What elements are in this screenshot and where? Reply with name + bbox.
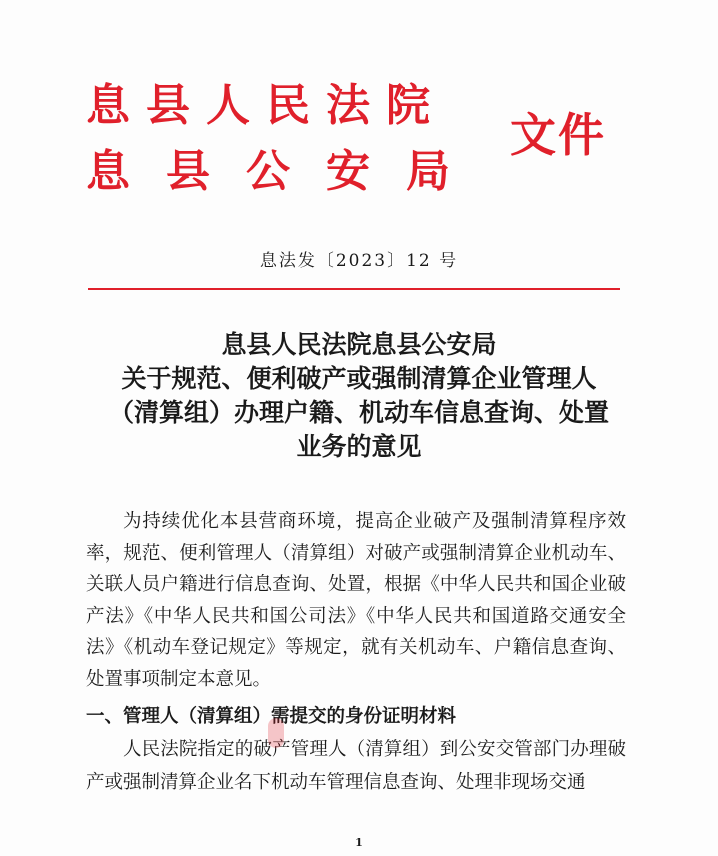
title-line-1: 息县人民法院息县公安局 bbox=[221, 330, 497, 359]
title-line-2: 关于规范、便利破产或强制清算企业管理人 bbox=[121, 364, 597, 393]
letterhead-org-police: 息县公安局 bbox=[86, 146, 486, 197]
document-body bbox=[86, 506, 626, 799]
section-1-paragraph: 人民法院指定的破产管理人（清算组）到公安交管部门办理破产或强制清算企业名下机动车管理信息查询、处理非现场交通 bbox=[86, 738, 626, 793]
document-number: 息法发〔2023〕12 号 bbox=[259, 251, 459, 271]
red-divider-line bbox=[88, 288, 620, 290]
title-line-4: 业务的意见 bbox=[296, 432, 422, 461]
intro-paragraph: 为持续优化本县营商环境，提高企业破产及强制清算程序效率，规范、便利管理人（清算组）对破产或强制清算企业机动车、关联人员户籍进行信息查询、处置，根据《中华人民共和国企业破产法》《中华人民共和国公司法》《中华人民共和国道路交通安全法》《机动车登记规定》等规定，就有关机动车、户籍信息查询、处置事项制定本意见。 bbox=[86, 511, 626, 690]
section-1-heading: 一、管理人（清算组）需提交的身份证明材料 bbox=[86, 705, 457, 727]
seal-mark bbox=[268, 718, 284, 748]
letterhead-suffix: 文件 bbox=[510, 108, 606, 162]
page-number: 1 bbox=[355, 836, 363, 849]
title-line-3: （清算组）办理户籍、机动车信息查询、处置 bbox=[108, 398, 609, 427]
letterhead-org-court: 息县人民法院 bbox=[86, 80, 446, 131]
document-title bbox=[60, 328, 658, 464]
